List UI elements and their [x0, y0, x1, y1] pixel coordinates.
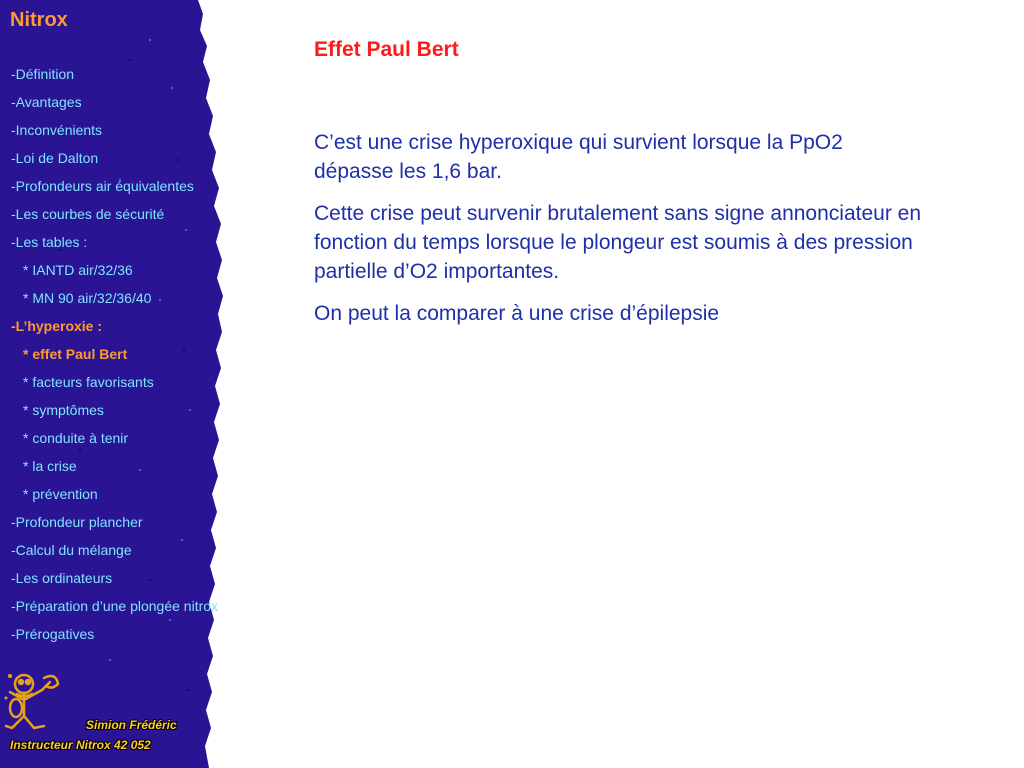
nav-item-la-crise[interactable]: * la crise	[23, 458, 77, 474]
nav-item-inconvenients[interactable]: -Inconvénients	[11, 122, 103, 138]
nav-item-prerogatives[interactable]: -Prérogatives	[11, 626, 95, 642]
sidebar-nav	[11, 66, 226, 654]
nav-item-les-ordinateurs[interactable]: -Les ordinateurs	[11, 570, 113, 586]
nav-item-loi-de-dalton[interactable]: -Loi de Dalton	[11, 150, 99, 166]
nav-item-les-tables[interactable]: -Les tables :	[11, 234, 88, 250]
slide-title: Effet Paul Bert	[314, 38, 459, 61]
nav-item-courbes-de-securite[interactable]: -Les courbes de sécurité	[11, 206, 165, 222]
nav-item-profondeurs-air-equivalentes[interactable]: -Profondeurs air équivalentes	[11, 178, 194, 194]
nav-item-hyperoxie[interactable]: -L’hyperoxie :	[11, 318, 103, 334]
nav-item-iantd[interactable]: * IANTD air/32/36	[23, 262, 133, 278]
nav-item-prevention[interactable]: * prévention	[23, 486, 98, 502]
nav-item-definition[interactable]: -Définition	[11, 66, 75, 82]
author-credit	[0, 716, 200, 756]
body-paragraph: Cette crise peut survenir brutalement sans signe annonciateur en fonction du temps lorsque le plongeur est soumis à des pression partielle d’O2 importantes.	[314, 202, 922, 283]
nav-item-conduite-a-tenir[interactable]: * conduite à tenir	[23, 430, 129, 446]
nav-item-effet-paul-bert[interactable]: * effet Paul Bert	[23, 346, 128, 362]
body-paragraph: On peut la comparer à une crise d’épilepsie	[314, 302, 720, 325]
author-name: Simion Frédéric	[86, 718, 177, 732]
slide-body	[314, 128, 924, 341]
body-paragraph: C’est une crise hyperoxique qui survient lorsque la PpO2 dépasse les 1,6 bar.	[314, 131, 843, 183]
nav-item-preparation-plongee-nitrox[interactable]: -Préparation d’une plongée nitrox	[11, 598, 219, 614]
author-role: Instructeur Nitrox 42 052	[10, 738, 151, 752]
nav-item-avantages[interactable]: -Avantages	[11, 94, 82, 110]
nav-item-symptomes[interactable]: * symptômes	[23, 402, 104, 418]
nav-item-mn90[interactable]: * MN 90 air/32/36/40	[23, 290, 152, 306]
nav-item-facteurs-favorisants[interactable]: * facteurs favorisants	[23, 374, 154, 390]
nav-item-profondeur-plancher[interactable]: -Profondeur plancher	[11, 514, 143, 530]
sidebar-title: Nitrox	[10, 9, 68, 31]
nav-item-calcul-du-melange[interactable]: -Calcul du mélange	[11, 542, 132, 558]
